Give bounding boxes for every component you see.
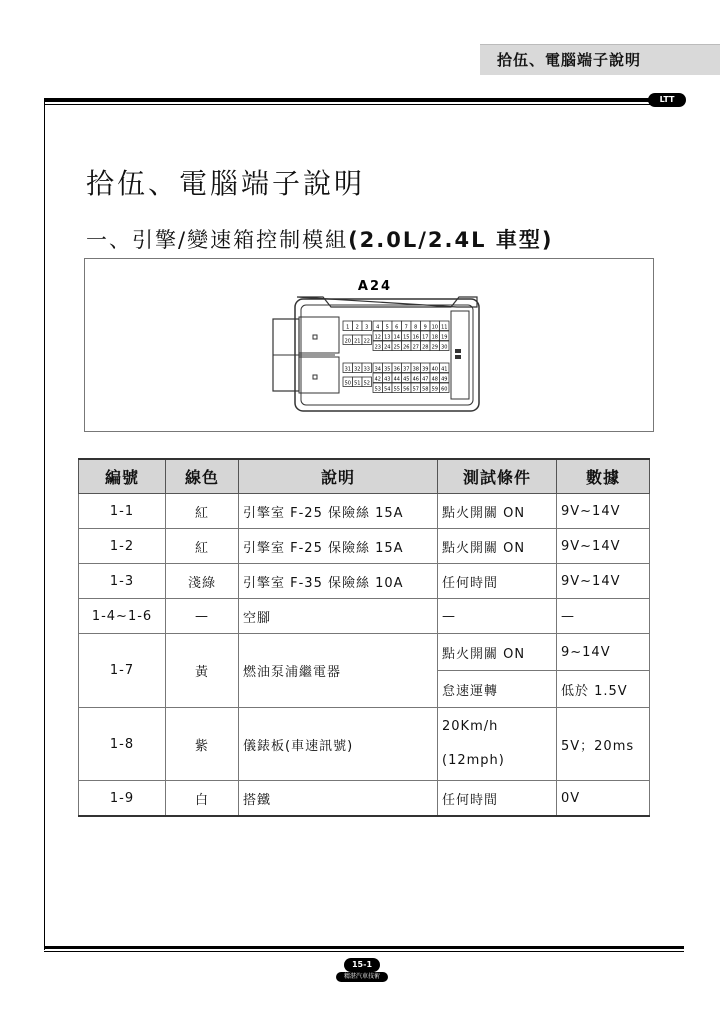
cell-cond: 點火開關 ON (438, 634, 557, 671)
pin-number: 20 (344, 338, 351, 345)
pin-number: 59 (431, 386, 438, 393)
cell-pin: 1-2 (79, 529, 166, 564)
cell-cond-line2: (12mph) (442, 753, 505, 768)
table-row (79, 494, 650, 529)
pin-number: 13 (384, 334, 391, 341)
pin-number: 12 (374, 334, 381, 341)
pin-number: 15 (403, 334, 410, 341)
cell-cond: 任何時間 (438, 781, 557, 817)
pin-number: 55 (393, 386, 400, 393)
cell-color: 紅 (166, 494, 239, 529)
pin-number: 28 (422, 344, 429, 351)
publisher-name: 精湛汽車技術 (336, 972, 388, 982)
cell-desc: 搭鐵 (239, 781, 438, 817)
housing-left-upper (299, 317, 339, 353)
pin-number: 30 (441, 344, 448, 351)
pin-number: 29 (431, 344, 438, 351)
pin-number: 38 (412, 366, 419, 373)
table-row (79, 564, 650, 599)
cell-pin: 1-9 (79, 781, 166, 817)
col-header-wire-color: 線色 (166, 459, 239, 494)
cell-pin: 1-1 (79, 494, 166, 529)
table-row (79, 599, 650, 634)
pin-number: 31 (344, 366, 351, 373)
publisher-logo-top (648, 93, 686, 107)
pin-number: 18 (431, 334, 438, 341)
pin-number: 27 (412, 344, 419, 351)
pin-number: 2 (355, 324, 359, 331)
pin-number: 1 (346, 324, 350, 331)
pin-number: 46 (412, 376, 419, 383)
cell-desc: 引擎室 F-25 保險絲 15A (239, 529, 438, 564)
pin-number: 22 (363, 338, 370, 345)
cell-pin: 1-3 (79, 564, 166, 599)
pin-number: 16 (412, 334, 419, 341)
cell-color: 紫 (166, 708, 239, 781)
left-rule (44, 102, 45, 950)
cell-value: 9V~14V (557, 564, 650, 599)
pin-number: 41 (441, 366, 448, 373)
cell-color: 淺綠 (166, 564, 239, 599)
cell-cond: — (438, 599, 557, 634)
table-row (79, 529, 650, 564)
header-section-label: 拾伍、電腦端子說明 (497, 51, 642, 69)
pin-number: 48 (431, 376, 438, 383)
page-title: 拾伍、電腦端子說明 (86, 167, 366, 200)
bottom-rule (44, 946, 684, 949)
housing-left-lower (299, 357, 339, 393)
pin-number: 14 (393, 334, 400, 341)
pin-table (78, 458, 650, 817)
pin-number: 25 (393, 344, 400, 351)
cell-pin: 1-8 (79, 708, 166, 781)
key-mark-upper (313, 335, 317, 339)
pin-number: 33 (363, 366, 370, 373)
key-mark-lower (313, 375, 317, 379)
cell-color: 黃 (166, 634, 239, 708)
pin-number: 40 (431, 366, 438, 373)
pin-number: 50 (344, 380, 351, 387)
cell-color: 白 (166, 781, 239, 817)
col-header-test-condition: 測試條件 (438, 459, 557, 494)
pin-number: 24 (384, 344, 391, 351)
right-mark-1 (455, 349, 461, 353)
cell-value: 低於 1.5V (557, 671, 650, 708)
pin-number: 34 (374, 366, 381, 373)
pin-number: 23 (374, 344, 381, 351)
pin-number: 9 (423, 324, 427, 331)
pin-number: 56 (403, 386, 410, 393)
pin-number: 45 (403, 376, 410, 383)
pin-number: 57 (412, 386, 419, 393)
pin-grid (343, 321, 449, 393)
cell-desc: 引擎室 F-35 保險絲 10A (239, 564, 438, 599)
cell-cond: 點火開關 ON (438, 529, 557, 564)
pin-number: 19 (441, 334, 448, 341)
pin-number: 51 (354, 380, 361, 387)
top-rule-thin (44, 104, 684, 105)
pin-number: 43 (384, 376, 391, 383)
pin-number: 52 (363, 380, 370, 387)
pin-number: 26 (403, 344, 410, 351)
cell-value: 5V；20ms (557, 708, 650, 781)
pin-number: 8 (414, 324, 418, 331)
col-header-description: 說明 (239, 459, 438, 494)
cell-value: — (557, 599, 650, 634)
pin-number: 11 (441, 324, 448, 331)
pin-number: 36 (393, 366, 400, 373)
page-number: 15-1 (344, 958, 380, 972)
pin-number: 60 (441, 386, 448, 393)
cell-desc: 儀錶板(車速訊號) (239, 708, 438, 781)
connector-drawing (85, 259, 653, 431)
pin-number: 35 (384, 366, 391, 373)
pin-number: 5 (385, 324, 389, 331)
cell-value: 0V (557, 781, 650, 817)
connector-diagram (84, 258, 654, 432)
table-row (79, 781, 650, 817)
cell-color: 紅 (166, 529, 239, 564)
top-badge-text: LTT (659, 95, 675, 104)
pin-number: 44 (393, 376, 400, 383)
cell-value: 9V~14V (557, 494, 650, 529)
section-subtitle (86, 224, 553, 254)
col-header-value: 數據 (557, 459, 650, 494)
pin-number: 54 (384, 386, 391, 393)
cell-value: 9~14V (557, 634, 650, 671)
cell-value: 9V~14V (557, 529, 650, 564)
pin-number: 3 (365, 324, 369, 331)
right-mark-2 (455, 355, 461, 359)
pin-number: 37 (403, 366, 410, 373)
pin-number: 39 (422, 366, 429, 373)
pin-number: 6 (395, 324, 399, 331)
pin-number: 47 (422, 376, 429, 383)
cell-color: — (166, 599, 239, 634)
page-number-badge (336, 958, 388, 982)
cell-pin: 1-4~1-6 (79, 599, 166, 634)
table-header-row (79, 459, 650, 494)
cell-cond: 點火開關 ON (438, 494, 557, 529)
table-row (79, 708, 650, 781)
top-rule (44, 98, 684, 102)
cell-desc: 空腳 (239, 599, 438, 634)
pin-number: 17 (422, 334, 429, 341)
cell-cond (438, 708, 557, 781)
pin-number: 58 (422, 386, 429, 393)
col-header-pin: 編號 (79, 459, 166, 494)
pin-number: 7 (404, 324, 408, 331)
pin-number: 42 (374, 376, 381, 383)
cell-desc: 引擎室 F-25 保險絲 15A (239, 494, 438, 529)
cell-desc: 燃油泵浦繼電器 (239, 634, 438, 708)
pin-number: 10 (431, 324, 438, 331)
pin-number: 4 (376, 324, 380, 331)
pin-number: 53 (374, 386, 381, 393)
connector-label: A24 (357, 279, 393, 294)
pin-number: 21 (354, 338, 361, 345)
cell-cond-line1: 20Km/h (442, 719, 499, 734)
subtitle-suffix: (2.0L/2.4L 車型) (348, 228, 554, 252)
cell-pin: 1-7 (79, 634, 166, 708)
table-row (79, 634, 650, 671)
pin-number: 32 (354, 366, 361, 373)
cell-cond: 任何時間 (438, 564, 557, 599)
subtitle-prefix: 一、引擎/變速箱控制模組 (86, 228, 349, 252)
cell-cond: 怠速運轉 (438, 671, 557, 708)
bottom-rule-thin (44, 951, 684, 952)
pin-number: 49 (441, 376, 448, 383)
